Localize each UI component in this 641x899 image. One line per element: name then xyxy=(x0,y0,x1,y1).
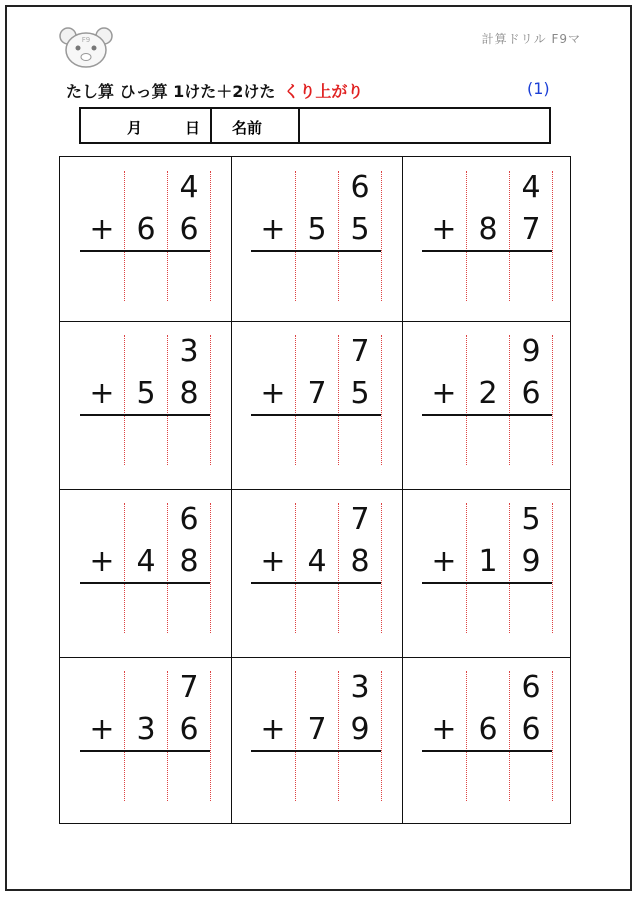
answer-area[interactable] xyxy=(251,585,381,633)
plus-sign: + xyxy=(89,376,115,411)
digit-guide-line xyxy=(381,171,382,301)
month-label: 月 xyxy=(127,119,143,137)
bottom-ones-digit: 8 xyxy=(179,544,199,579)
answer-area[interactable] xyxy=(422,417,552,465)
bottom-tens-digit: 8 xyxy=(478,212,498,247)
answer-area[interactable] xyxy=(251,753,381,801)
answer-area[interactable] xyxy=(80,417,210,465)
svg-text:F9: F9 xyxy=(81,36,91,44)
name-date-box xyxy=(79,107,551,144)
bottom-tens-digit: 7 xyxy=(307,712,327,747)
name-label: 名前 xyxy=(232,119,263,137)
bottom-tens-digit: 6 xyxy=(136,212,156,247)
bottom-ones-digit: 6 xyxy=(179,212,199,247)
day-label: 日 xyxy=(185,119,201,137)
answer-line xyxy=(422,582,552,584)
plus-sign: + xyxy=(431,376,457,411)
top-digit: 6 xyxy=(521,670,541,705)
bottom-ones-digit: 6 xyxy=(521,712,541,747)
problem-cell xyxy=(60,157,231,321)
plus-sign: + xyxy=(260,212,286,247)
top-digit: 7 xyxy=(350,334,370,369)
digit-guide-line xyxy=(210,671,211,801)
answer-line xyxy=(422,750,552,752)
bottom-tens-digit: 4 xyxy=(136,544,156,579)
problem-cell xyxy=(402,657,572,823)
bear-logo-icon xyxy=(58,24,114,70)
problem-cell xyxy=(231,157,402,321)
bottom-ones-digit: 9 xyxy=(521,544,541,579)
problem-cell xyxy=(231,321,402,489)
bottom-tens-digit: 2 xyxy=(478,376,498,411)
problem-cell xyxy=(231,657,402,823)
plus-sign: + xyxy=(89,212,115,247)
answer-line xyxy=(251,250,381,252)
digit-guide-line xyxy=(210,335,211,465)
title-main: たし算 ひっ算 1けた＋2けた xyxy=(66,82,276,101)
answer-area[interactable] xyxy=(80,585,210,633)
digit-guide-line xyxy=(552,503,553,633)
answer-line xyxy=(251,414,381,416)
top-digit: 3 xyxy=(179,334,199,369)
bottom-ones-digit: 6 xyxy=(521,376,541,411)
top-digit: 4 xyxy=(179,170,199,205)
answer-area[interactable] xyxy=(80,253,210,301)
digit-guide-line xyxy=(210,503,211,633)
bottom-tens-digit: 1 xyxy=(478,544,498,579)
plus-sign: + xyxy=(89,712,115,747)
digit-guide-line xyxy=(552,671,553,801)
answer-line xyxy=(80,414,210,416)
answer-line xyxy=(80,750,210,752)
problem-grid xyxy=(59,156,571,824)
answer-area[interactable] xyxy=(422,753,552,801)
digit-guide-line xyxy=(381,671,382,801)
title-accent: くり上がり xyxy=(283,82,364,101)
bottom-ones-digit: 8 xyxy=(350,544,370,579)
bottom-tens-digit: 5 xyxy=(307,212,327,247)
top-digit: 3 xyxy=(350,670,370,705)
bottom-ones-digit: 9 xyxy=(350,712,370,747)
top-digit: 9 xyxy=(521,334,541,369)
top-digit: 6 xyxy=(350,170,370,205)
bottom-ones-digit: 7 xyxy=(521,212,541,247)
problem-cell xyxy=(231,489,402,657)
worksheet-title xyxy=(66,79,363,102)
bottom-ones-digit: 5 xyxy=(350,376,370,411)
answer-line xyxy=(422,250,552,252)
plus-sign: + xyxy=(260,712,286,747)
problem-cell xyxy=(402,157,572,321)
answer-area[interactable] xyxy=(251,417,381,465)
plus-sign: + xyxy=(431,712,457,747)
page-number: (1) xyxy=(527,79,550,98)
plus-sign: + xyxy=(431,212,457,247)
plus-sign: + xyxy=(89,544,115,579)
digit-guide-line xyxy=(381,335,382,465)
answer-line xyxy=(422,414,552,416)
name-label-cell xyxy=(212,109,300,142)
problem-cell xyxy=(402,489,572,657)
top-digit: 6 xyxy=(179,502,199,537)
top-digit: 4 xyxy=(521,170,541,205)
problem-cell xyxy=(60,657,231,823)
plus-sign: + xyxy=(260,544,286,579)
digit-guide-line xyxy=(552,171,553,301)
digit-guide-line xyxy=(552,335,553,465)
bottom-tens-digit: 5 xyxy=(136,376,156,411)
problem-cell xyxy=(60,321,231,489)
answer-area[interactable] xyxy=(80,753,210,801)
answer-area[interactable] xyxy=(251,253,381,301)
plus-sign: + xyxy=(431,544,457,579)
answer-line xyxy=(80,250,210,252)
bottom-ones-digit: 5 xyxy=(350,212,370,247)
bottom-tens-digit: 7 xyxy=(307,376,327,411)
bottom-tens-digit: 3 xyxy=(136,712,156,747)
digit-guide-line xyxy=(210,171,211,301)
plus-sign: + xyxy=(260,376,286,411)
answer-line xyxy=(80,582,210,584)
top-digit: 5 xyxy=(521,502,541,537)
bottom-tens-digit: 6 xyxy=(478,712,498,747)
top-digit: 7 xyxy=(179,670,199,705)
bottom-ones-digit: 8 xyxy=(179,376,199,411)
bottom-ones-digit: 6 xyxy=(179,712,199,747)
digit-guide-line xyxy=(381,503,382,633)
answer-line xyxy=(251,582,381,584)
top-digit: 7 xyxy=(350,502,370,537)
brand-label: 計算ドリル F9マ xyxy=(481,32,581,46)
answer-line xyxy=(251,750,381,752)
date-cell xyxy=(81,109,212,142)
answer-area[interactable] xyxy=(422,253,552,301)
name-field[interactable] xyxy=(300,109,549,142)
bottom-tens-digit: 4 xyxy=(307,544,327,579)
answer-area[interactable] xyxy=(422,585,552,633)
problem-cell xyxy=(402,321,572,489)
problem-cell xyxy=(60,489,231,657)
